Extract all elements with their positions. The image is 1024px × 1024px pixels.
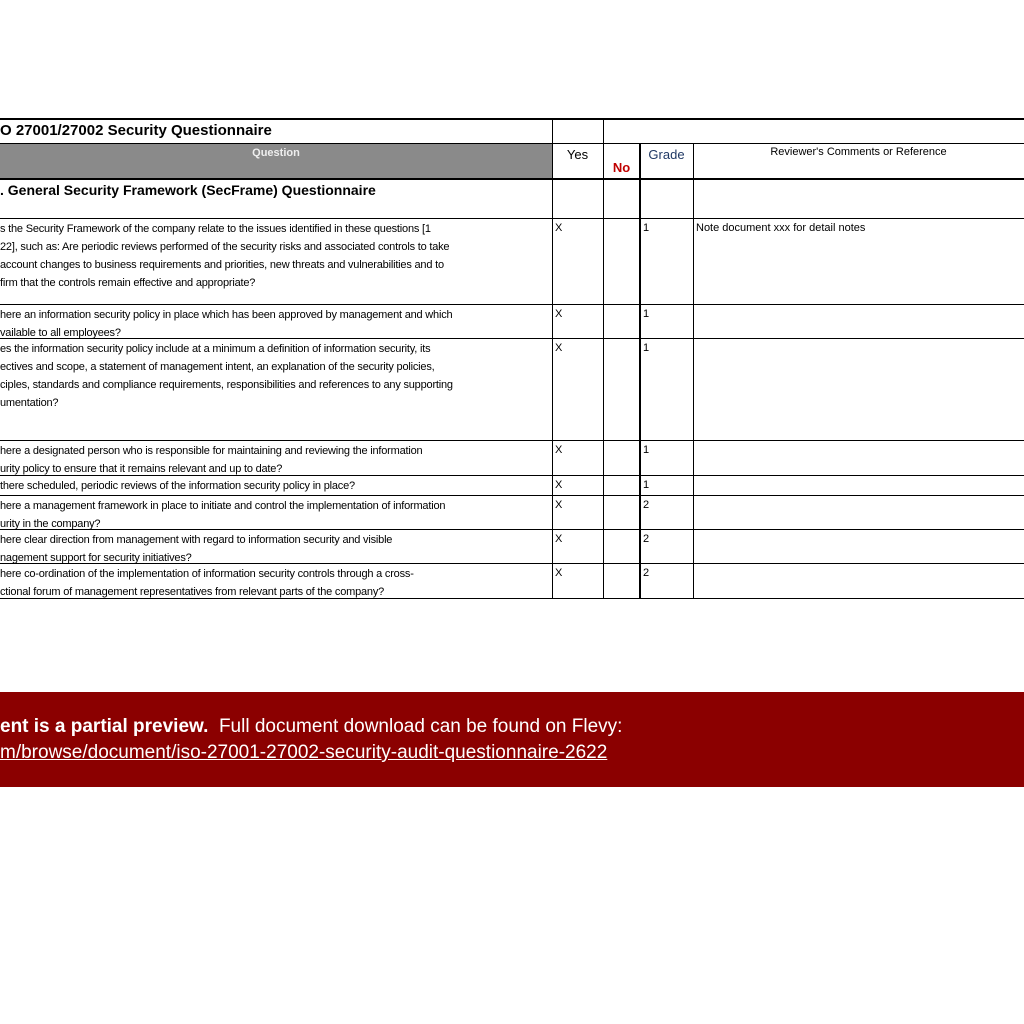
question-text: s the Security Framework of the company relate to the issues identified in these questions [1 22], such as: Are periodic reviews performed of the security risks and associated controls to take account changes to business requirements and priorities, new threats and vulnerabilities and to firm that the controls remain effective and appropriate? xyxy=(0,223,450,289)
banner-bold-text: ent is a partial preview. xyxy=(0,716,209,737)
yes-cell: X xyxy=(555,499,563,511)
yes-cell: X xyxy=(555,342,563,354)
yes-cell: X xyxy=(555,567,563,579)
grade-header: Grade xyxy=(648,147,685,162)
question-text: es the information security policy include at a minimum a definition of information security, its ectives and scope, a statement of management intent, an explanation of the security policies, ciples, standards and compliance requirements, responsibilities and references to any supporting umentation? xyxy=(0,343,453,409)
grade-cell: 1 xyxy=(643,342,650,354)
yes-cell: X xyxy=(555,222,563,234)
comment-cell: Note document xxx for detail notes xyxy=(696,222,866,234)
grid-line xyxy=(603,119,604,598)
preview-banner xyxy=(0,692,1024,787)
comments-header: Reviewer's Comments or Reference xyxy=(770,146,947,158)
no-header: No xyxy=(612,160,631,175)
grid-line xyxy=(0,178,1024,180)
grade-cell: 1 xyxy=(643,222,650,234)
grade-cell: 2 xyxy=(643,567,650,579)
banner-message xyxy=(0,716,622,738)
yes-cell: X xyxy=(555,533,563,545)
question-header xyxy=(0,143,552,179)
grade-cell: 1 xyxy=(643,444,650,456)
yes-cell: X xyxy=(555,444,563,456)
grid-line xyxy=(552,119,553,598)
grid-line xyxy=(639,143,641,598)
grid-line xyxy=(0,495,1024,496)
grid-line xyxy=(0,304,1024,305)
sheet-title: O 27001/27002 Security Questionnaire xyxy=(0,122,272,139)
grade-cell: 1 xyxy=(643,308,650,320)
yes-cell: X xyxy=(555,479,563,491)
section-heading: . General Security Framework (SecFrame) Questionnaire xyxy=(0,182,376,198)
grade-cell: 2 xyxy=(643,499,650,511)
grid-line xyxy=(693,143,694,598)
banner-text: Full document download can be found on Flevy: xyxy=(218,716,623,737)
grid-line xyxy=(0,143,1024,144)
question-text: here a designated person who is responsible for maintaining and reviewing the information urity policy to ensure that it remains relevant and up to date? xyxy=(0,445,423,475)
question-text: here a management framework in place to initiate and control the implementation of information urity in the company? xyxy=(0,500,446,530)
grid-line xyxy=(0,440,1024,441)
question-text: here an information security policy in place which has been approved by management and which vailable to all employees? xyxy=(0,309,453,339)
question-text: here co-ordination of the implementation of information security controls through a cross- ctional forum of management representatives from relevant parts of the company? xyxy=(0,568,414,598)
grid-line xyxy=(0,218,1024,219)
grid-line xyxy=(0,118,1024,120)
question-text: there scheduled, periodic reviews of the information security policy in place? xyxy=(0,480,355,492)
question-text: here clear direction from management with regard to information security and visible nagement support for security initiatives? xyxy=(0,534,393,564)
grade-cell: 2 xyxy=(643,533,650,545)
grade-cell: 1 xyxy=(643,479,650,491)
banner-link[interactable]: m/browse/document/iso-27001-27002-security-audit-questionnaire-2622 xyxy=(0,742,608,763)
yes-header: Yes xyxy=(566,147,589,162)
question-header-label: Question xyxy=(252,147,300,159)
yes-cell: X xyxy=(555,308,563,320)
